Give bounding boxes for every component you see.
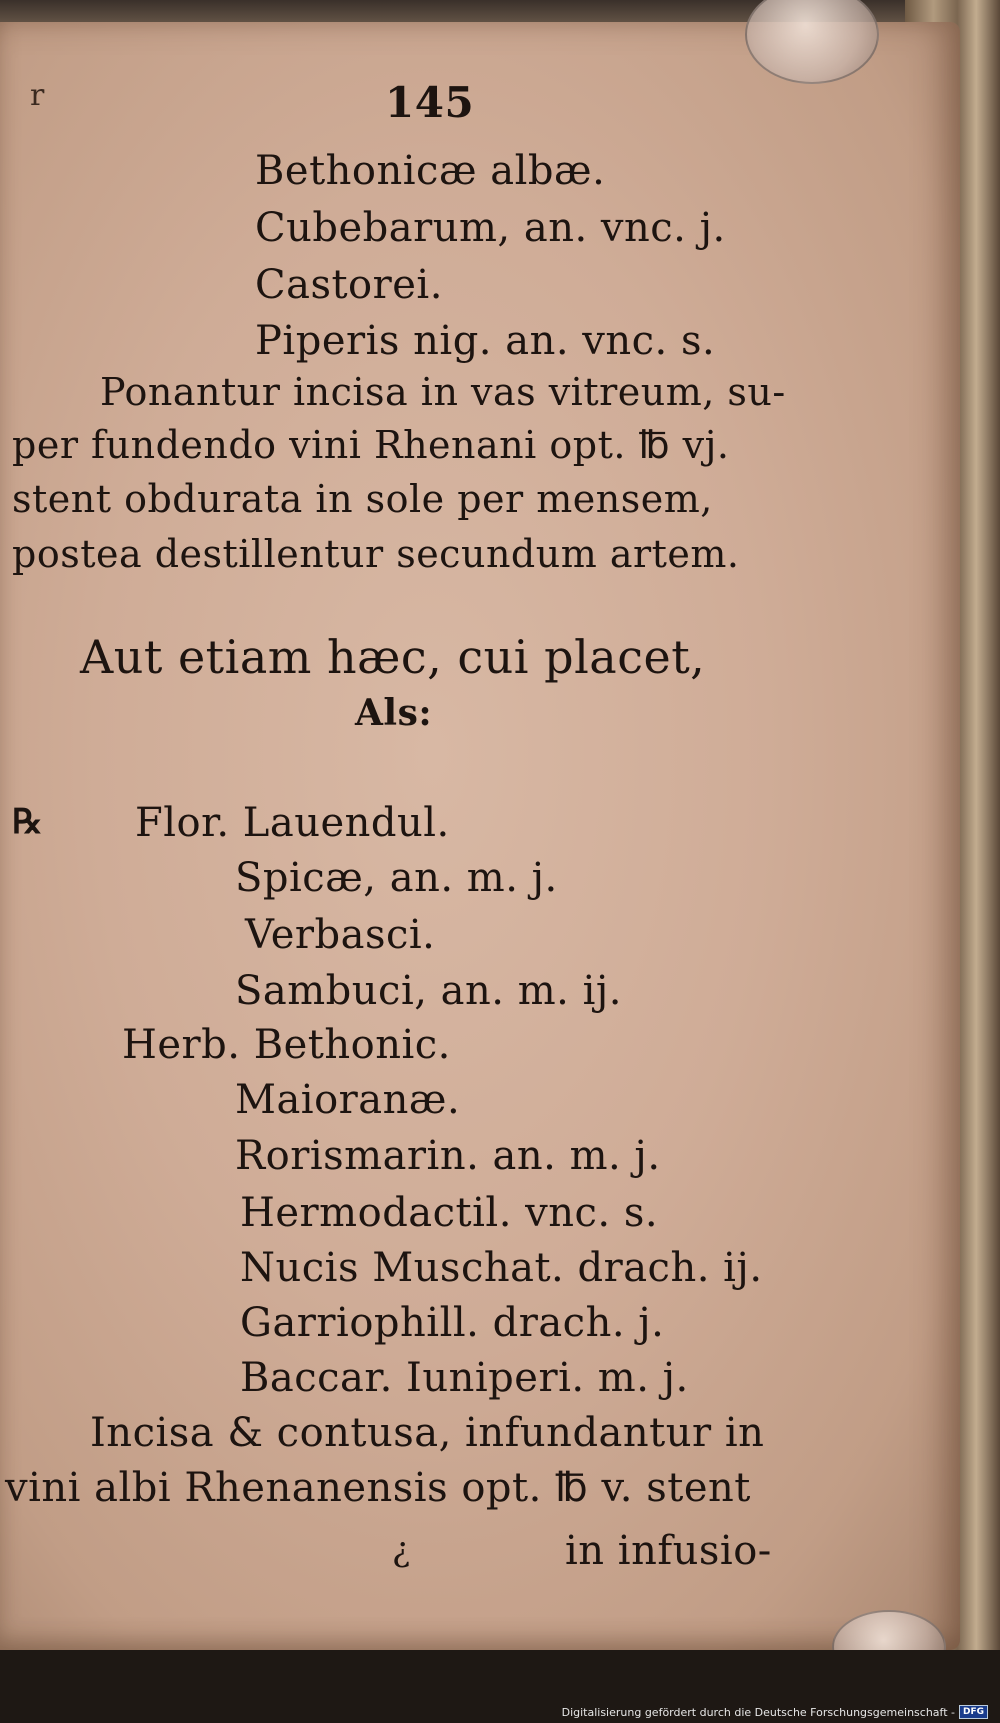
recipe-item: Hermodactil. vnc. s. bbox=[240, 1190, 659, 1236]
recipe-symbol: ℞ bbox=[12, 802, 43, 842]
text-line: Castorei. bbox=[255, 262, 443, 308]
recipe-item: Sambuci, an. m. ij. bbox=[235, 968, 622, 1014]
recipe-item: Garriophill. drach. j. bbox=[240, 1300, 665, 1346]
footer-bar bbox=[0, 1650, 1000, 1723]
text-line: Cubebarum, an. vnc. j. bbox=[255, 205, 726, 251]
text-line: Bethonicæ albæ. bbox=[255, 148, 606, 194]
recipe-item: Spicæ, an. m. j. bbox=[235, 855, 558, 901]
section-subheading: Als: bbox=[355, 692, 433, 734]
recipe-item: Rorismarin. an. m. j. bbox=[235, 1133, 661, 1179]
text-line: vini albi Rhenanensis opt. ℔ v. stent bbox=[5, 1465, 751, 1511]
recipe-item: Baccar. Iuniperi. m. j. bbox=[240, 1355, 689, 1401]
marginal-mark: r bbox=[30, 78, 45, 113]
catchword: in infusio- bbox=[565, 1528, 772, 1574]
text-line: per fundendo vini Rhenani opt. ℔ vj. bbox=[12, 423, 730, 467]
text-line: Piperis nig. an. vnc. s. bbox=[255, 318, 716, 364]
text-line: postea destillentur secundum artem. bbox=[12, 532, 740, 576]
recipe-item: Herb. Bethonic. bbox=[122, 1022, 451, 1068]
recipe-item: Flor. Lauendul. bbox=[135, 800, 450, 846]
recipe-item: Verbasci. bbox=[245, 912, 436, 958]
signature-mark: ¿ bbox=[392, 1530, 411, 1570]
recipe-item: Maioranæ. bbox=[235, 1077, 461, 1123]
text-line: stent obdurata in sole per mensem, bbox=[12, 477, 713, 521]
dfg-credit-text: Digitalisierung gefördert durch die Deutsche Forschungsgemeinschaft - bbox=[561, 1705, 955, 1719]
recipe-item: Nucis Muschat. drach. ij. bbox=[240, 1245, 763, 1291]
text-line: Ponantur incisa in vas vitreum, su- bbox=[100, 370, 786, 414]
dfg-credit bbox=[562, 1705, 988, 1719]
page-number: 145 bbox=[385, 78, 475, 127]
section-heading: Aut etiam hæc, cui placet, bbox=[80, 630, 706, 684]
dfg-logo: DFG bbox=[959, 1705, 988, 1719]
text-line: Incisa & contusa, infundantur in bbox=[90, 1410, 765, 1456]
